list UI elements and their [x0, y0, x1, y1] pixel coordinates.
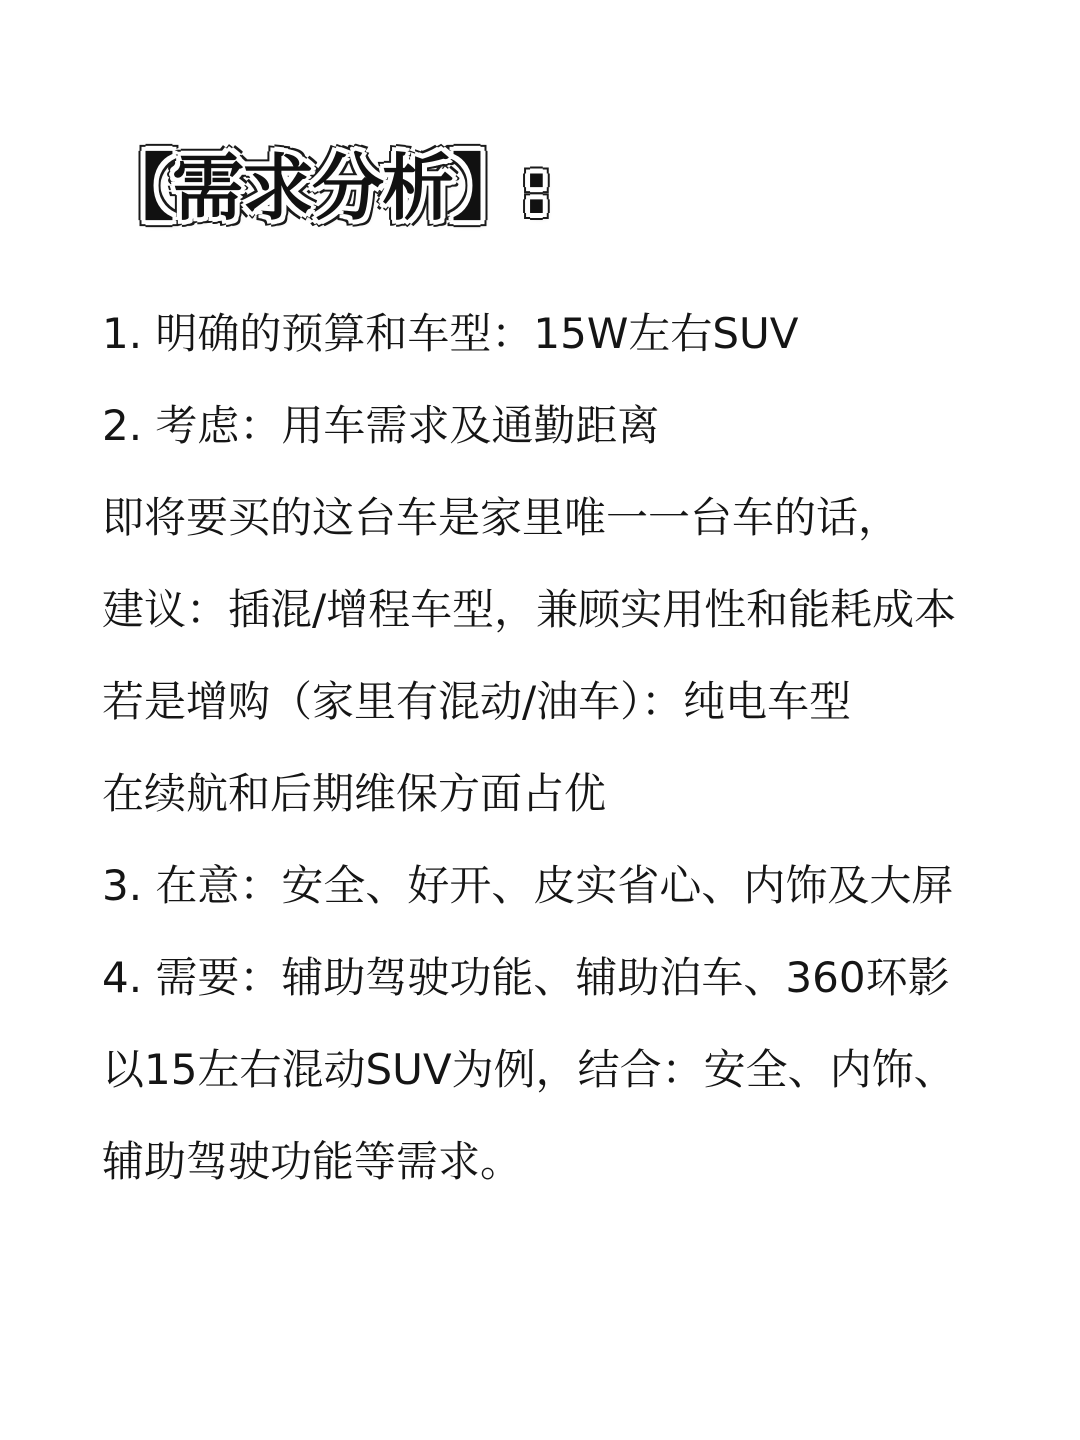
requirements-text [102, 288, 1042, 1208]
text-line: 建议：插混/增程车型，兼顾实用性和能耗成本 [102, 585, 957, 634]
section-heading: 【需求分析】: [102, 146, 549, 230]
text-line: 以15左右混动SUV为例，结合：安全、内饰、 [102, 1045, 956, 1094]
text-line: 辅助驾驶功能等需求。 [102, 1137, 523, 1186]
text-line: 若是增购（家里有混动/油车）：纯电车型 [102, 677, 852, 726]
text-line: 在续航和后期维保方面占优 [102, 769, 607, 818]
text-line: 即将要买的这台车是家里唯一一台车的话， [102, 493, 901, 542]
text-line: 3. 在意：安全、好开、皮实省心、内饰及大屏 [102, 861, 954, 910]
text-line: 1. 明确的预算和车型：15W左右SUV [102, 309, 799, 358]
text-line: 4. 需要：辅助驾驶功能、辅助泊车、360环影 [102, 953, 950, 1002]
text-line: 2. 考虑：用车需求及通勤距离 [102, 401, 660, 450]
